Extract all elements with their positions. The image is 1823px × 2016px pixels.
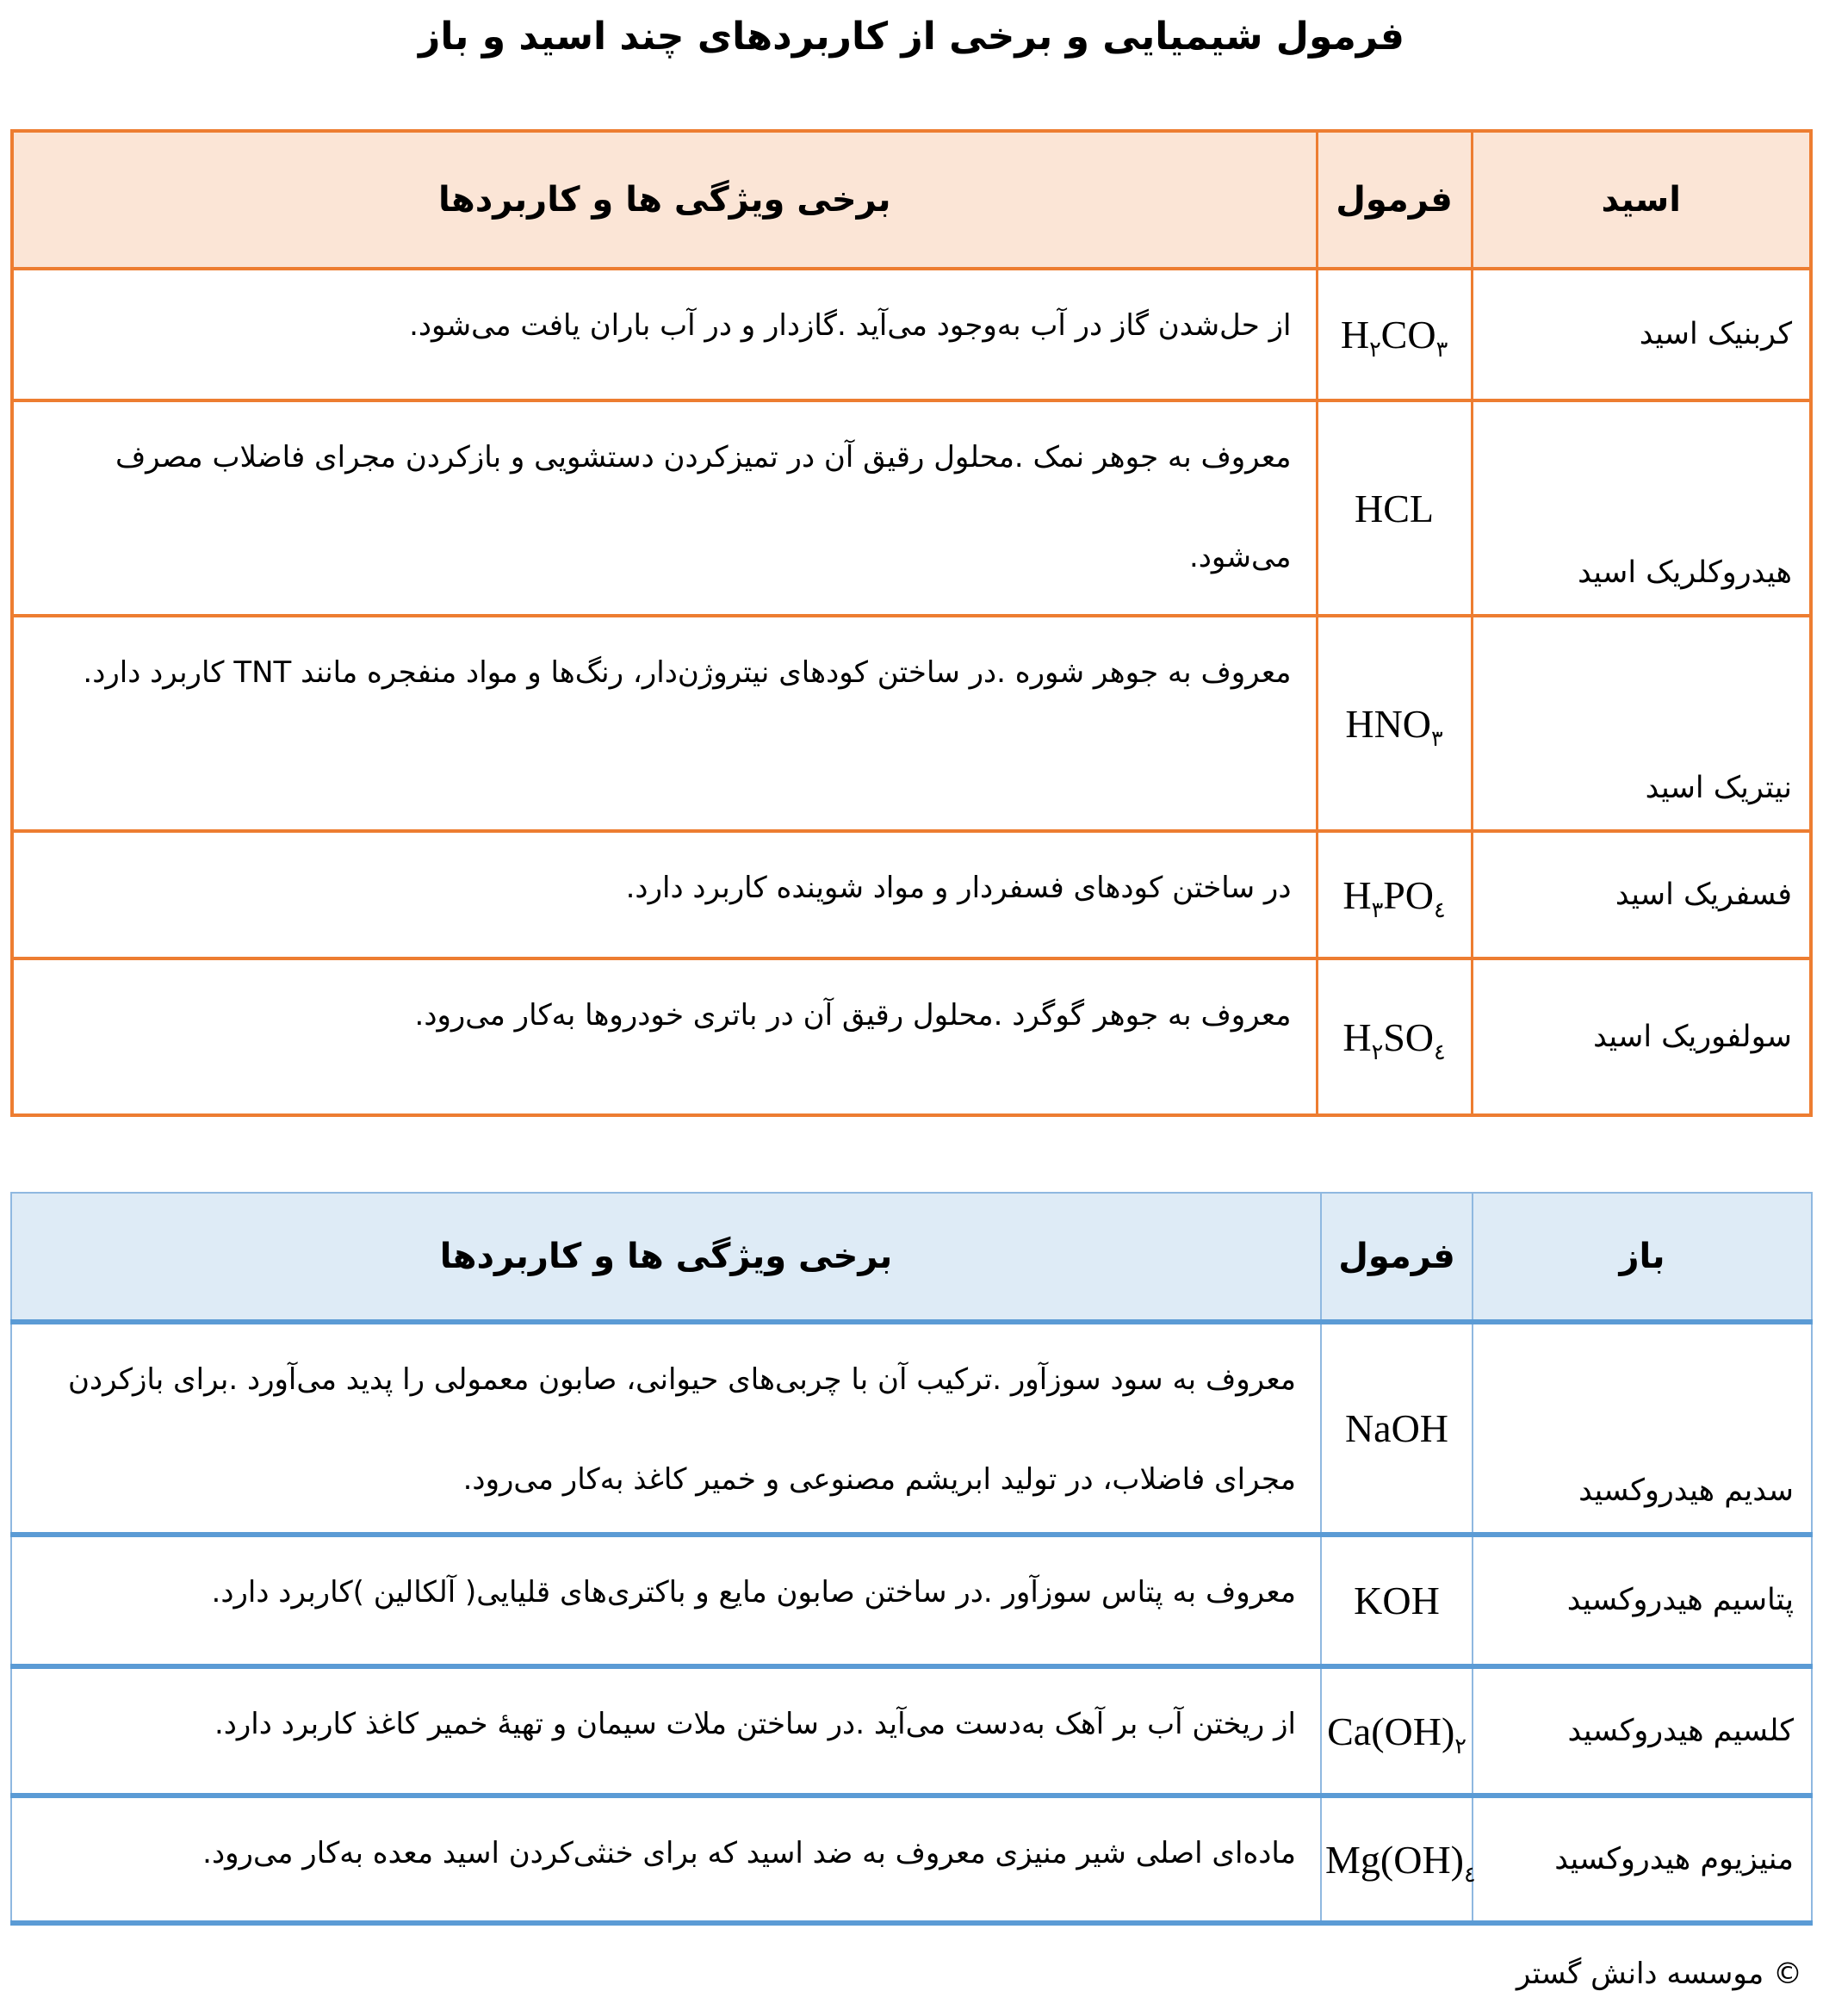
column-header-formula: فرمول — [1317, 131, 1472, 269]
acid-formula — [1317, 400, 1472, 616]
base-description: معروف به پتاس سوزآور .در ساختن صابون مایع و باکتری‌های قلیایی( آلکالین )کاربرد دارد. — [11, 1535, 1321, 1666]
acid-formula — [1317, 269, 1472, 400]
acids-table — [10, 129, 1813, 1117]
formula-part: HNO — [1345, 701, 1432, 746]
acid-formula — [1317, 616, 1472, 831]
bases-table — [10, 1192, 1813, 1926]
acid-description: معروف به جوهر نمک .محلول رقیق آن در تمیزکردن دستشویی و بازکردن مجرای فاضلاب مصرف می‌شود. — [12, 400, 1317, 616]
page-title: فرمول شیمیایی و برخی از کاربردهای چند اسید و باز — [419, 15, 1404, 59]
acid-name: کربنیک اسید — [1472, 269, 1811, 400]
formula-part: Ca(OH) — [1327, 1709, 1455, 1753]
acid-name: هیدروکلریک اسید — [1472, 400, 1811, 616]
formula-subscript: ٣ — [1435, 338, 1448, 363]
column-header-base: باز — [1473, 1193, 1812, 1322]
formula-part: H — [1342, 1014, 1372, 1059]
formula-subscript: ٣ — [1371, 897, 1384, 922]
table-row — [11, 1666, 1812, 1796]
acid-name: فسفریک اسید — [1472, 831, 1811, 958]
formula-part: SO — [1383, 1014, 1435, 1059]
base-formula — [1321, 1535, 1473, 1666]
bases-header-row — [11, 1193, 1812, 1322]
table-row — [12, 616, 1811, 831]
table-row — [11, 1535, 1812, 1666]
table-row — [12, 269, 1811, 400]
table-row — [12, 958, 1811, 1115]
formula-part: CO — [1380, 313, 1436, 357]
base-name: پتاسیم هیدروکسید — [1473, 1535, 1812, 1666]
acid-description: از حل‌شدن گاز در آب به‌وجود می‌آید .گازدار و در آب باران یافت می‌شود. — [12, 269, 1317, 400]
formula-subscript: ٣ — [1431, 726, 1443, 751]
base-description: معروف به سود سوزآور .ترکیب آن با چربی‌های حیوانی، صابون معمولی را پدید می‌آورد .برای بازکردن مجرای فاضلاب، در تولید ابریشم مصنوعی و خمیر کاغذ به‌کار می‌رود. — [11, 1322, 1321, 1535]
table-row — [11, 1322, 1812, 1535]
formula-subscript: ٢ — [1371, 1039, 1384, 1064]
copyright-footer: © موسسه دانش گستر — [1516, 1957, 1802, 1992]
formula-subscript: ٢ — [1454, 1734, 1466, 1759]
base-description: از ریختن آب بر آهک به‌دست می‌آید .در ساختن ملات سیمان و تهیهٔ خمیر کاغذ کاربرد دارد. — [11, 1666, 1321, 1796]
base-description: ماده‌ای اصلی شیر منیزی معروف به ضد اسید که برای خنثی‌کردن اسید معده به‌کار می‌رود. — [11, 1796, 1321, 1923]
formula-subscript: ٢ — [1369, 338, 1381, 363]
formula-part: KOH — [1354, 1579, 1440, 1623]
acid-description: معروف به جوهر شوره .در ساختن کودهای نیتروژن‌دار، رنگ‌ها و مواد منفجره مانند TNT کاربرد دارد. — [12, 616, 1317, 831]
column-header-acid: اسید — [1472, 131, 1811, 269]
formula-part: H — [1342, 872, 1372, 917]
base-name: سدیم هیدروکسید — [1473, 1322, 1812, 1535]
acid-name: نیتریک اسید — [1472, 616, 1811, 831]
formula-subscript: ٤ — [1434, 1039, 1446, 1064]
base-formula — [1321, 1322, 1473, 1535]
column-header-features: برخی ویژگی ها و کاربردها — [11, 1193, 1321, 1322]
table-row — [11, 1796, 1812, 1923]
formula-subscript: ٤ — [1434, 897, 1446, 922]
table-row — [12, 400, 1811, 616]
formula-part: PO — [1383, 872, 1435, 917]
formula-subscript: ٤ — [1463, 1862, 1476, 1887]
formula-part: Mg(OH) — [1325, 1837, 1464, 1882]
column-header-formula: فرمول — [1321, 1193, 1473, 1322]
document-page — [0, 12, 1823, 2016]
formula-part: HCL — [1355, 486, 1434, 530]
acid-formula — [1317, 831, 1472, 958]
base-formula — [1321, 1796, 1476, 1923]
base-name: منیزیوم هیدروکسید — [1473, 1796, 1812, 1923]
formula-part: NaOH — [1344, 1406, 1449, 1451]
formula-part: H — [1340, 313, 1370, 357]
acid-description: معروف به جوهر گوگرد .محلول رقیق آن در باتری خودروها به‌کار می‌رود. — [12, 958, 1317, 1115]
acid-formula — [1317, 958, 1472, 1115]
base-formula — [1321, 1666, 1473, 1796]
acid-description: در ساختن کودهای فسفردار و مواد شوینده کاربرد دارد. — [12, 831, 1317, 958]
column-header-features: برخی ویژگی ها و کاربردها — [12, 131, 1317, 269]
acids-header-row — [12, 131, 1811, 269]
acid-name: سولفوریک اسید — [1472, 958, 1811, 1115]
table-row — [12, 831, 1811, 958]
base-name: کلسیم هیدروکسید — [1473, 1666, 1812, 1796]
